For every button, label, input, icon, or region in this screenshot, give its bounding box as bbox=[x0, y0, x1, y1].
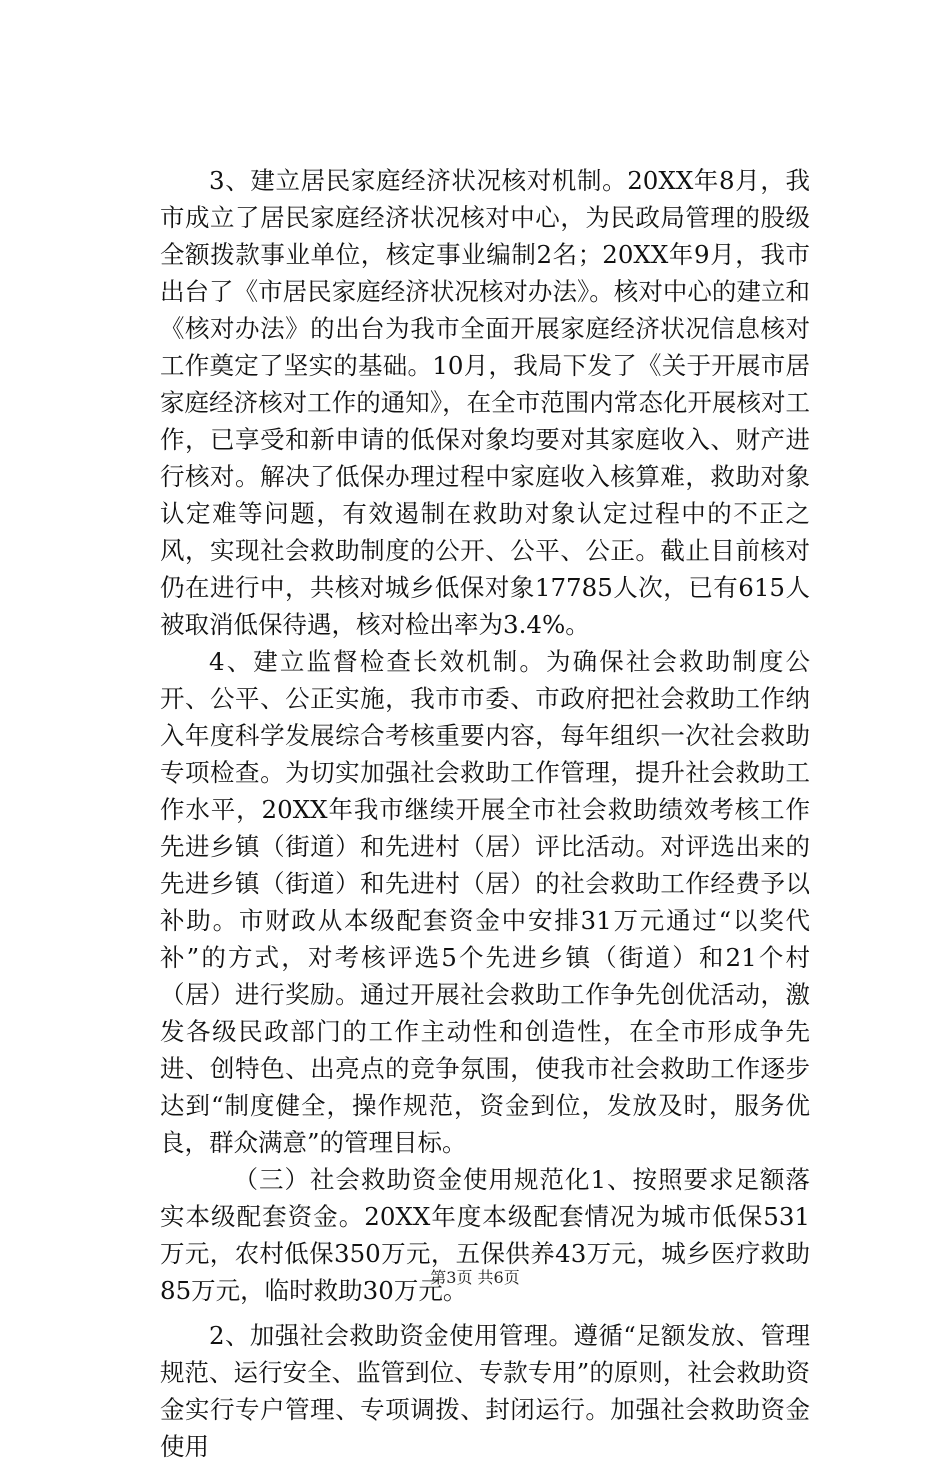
paragraph-fund-management: 2、加强社会救助资金使用管理。遵循“足额发放、管理规范、运行安全、监管到位、专款专用”的原则，社会救助资金实行专户管理、专项调拨、封闭运行。加强社会救助资金使用 bbox=[160, 1321, 810, 1461]
page-number-footer: 第3页 共6页 bbox=[430, 1268, 520, 1287]
paragraph-fund-standardization: （三）社会救助资金使用规范化1、按照要求足额落实本级配套资金。20XX年度本级配套情况为城市低保531万元，农村低保350万元，五保供养43万元，城乡医疗救助85万元，临时救助30万元。 bbox=[160, 1165, 810, 1305]
paragraph-supervision-mechanism: 4、建立监督检查长效机制。为确保社会救助制度公开、公平、公正实施，我市市委、市政府把社会救助工作纳入年度科学发展综合考核重要内容，每年组织一次社会救助专项检查。为切实加强社会救助工作管理，提升社会救助工作水平，20XX年我市继续开展全市社会救助绩效考核工作先进乡镇（街道）和先进村（居）评比活动。对评选出来的先进乡镇（街道）和先进村（居）的社会救助工作经费予以补助。市财政从本级配套资金中安排31万元通过“以奖代补”的方式，对考核评选5个先进乡镇（街道）和21个村（居）进行奖励。通过开展社会救助工作争先创优活动，激发各级民政部门的工作主动性和创造性，在全市形成争先进、创特色、出亮点的竞争氛围，使我市社会救助工作逐步达到“制度健全，操作规范，资金到位，发放及时，服务优良，群众满意”的管理目标。 bbox=[160, 647, 810, 1157]
paragraph-verification-mechanism: 3、建立居民家庭经济状况核对机制。20XX年8月，我市成立了居民家庭经济状况核对中心，为民政局管理的股级全额拨款事业单位，核定事业编制2名；20XX年9月，我市出台了《市居民家庭经济状况核对办法》。核对中心的建立和《核对办法》的出台为我市全面开展家庭经济状况信息核对工作奠定了坚实的基础。10月，我局下发了《关于开展市居家庭经济核对工作的通知》，在全市范围内常态化开展核对工作，已享受和新申请的低保对象均要对其家庭收入、财产进行核对。解决了低保办理过程中家庭收入核算难，救助对象认定难等问题，有效遏制在救助对象认定过程中的不正之风，实现社会救助制度的公开、公平、公正。截止目前核对仍在进行中，共核对城乡低保对象17785人次，已有615人被取消低保待遇，核对检出率为3.4%。 bbox=[160, 166, 810, 639]
